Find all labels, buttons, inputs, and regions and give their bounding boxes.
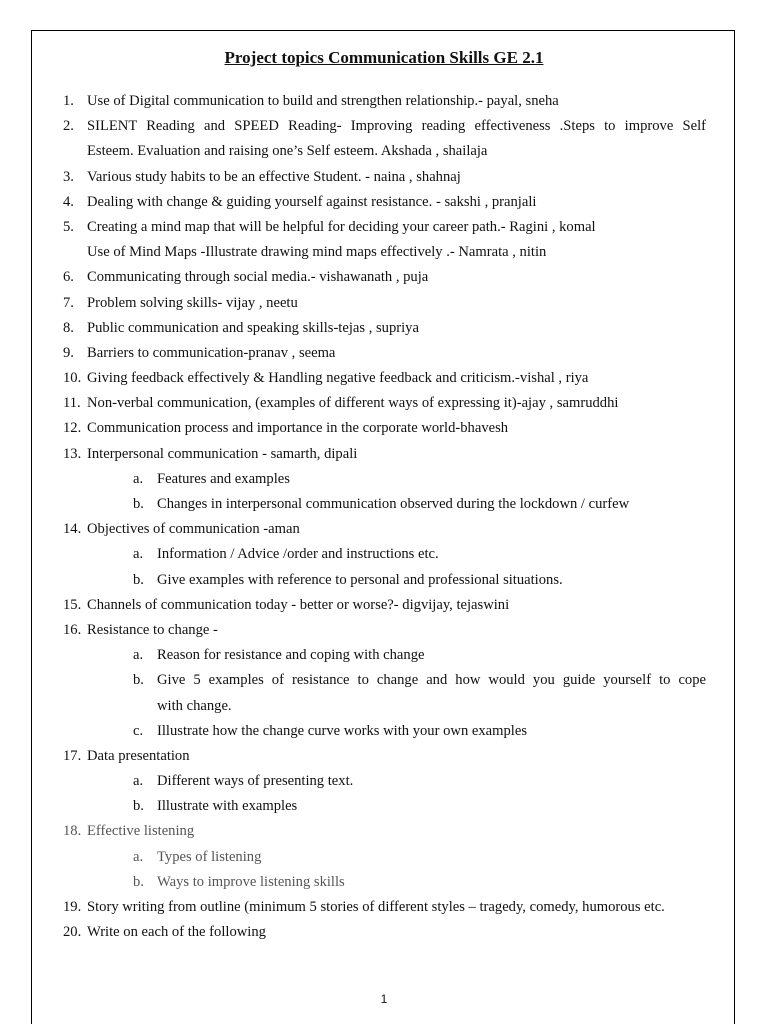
topic-item-6 (0, 265, 768, 290)
item-number: 4. (63, 193, 74, 210)
item-number: 13. (63, 445, 82, 462)
subitem-text: Features and examples (157, 470, 290, 487)
subitem-text: Illustrate how the change curve works with your own examples (157, 722, 528, 739)
topic-16-subitem-b (0, 668, 768, 693)
item-number: 14. (63, 521, 82, 538)
topic-item-16 (0, 618, 768, 643)
subitem-text: Ways to improve listening skills (157, 873, 345, 890)
item-text: Non-verbal communication, (examples of different ways of expressing it)-ajay , samruddhi (87, 395, 619, 412)
item-text: Data presentation (87, 747, 190, 764)
topic-13-subitem-a (0, 467, 768, 492)
item-text: Various study habits to be an effective Student. - naina , shahnaj (87, 168, 461, 185)
subitem-text: Reason for resistance and coping with change (157, 647, 425, 664)
item-number: 16. (63, 621, 82, 638)
item-text: Interpersonal communication - samarth, dipali (87, 445, 358, 462)
topic-item-9 (0, 341, 768, 366)
topic-item-18 (0, 819, 768, 844)
topic-item-17 (0, 744, 768, 769)
item-number: 8. (63, 319, 74, 336)
subitem-letter: a. (133, 546, 144, 563)
item-text: Communication process and importance in the corporate world-bhavesh (87, 420, 509, 437)
item-number: 20. (63, 924, 82, 941)
item-text: Barriers to communication-pranav , seema (87, 344, 336, 361)
item-text: Write on each of the following (87, 924, 266, 941)
topic-18-subitem-a (0, 845, 768, 870)
subitem-text: Types of listening (157, 848, 262, 865)
topic-list (0, 89, 768, 945)
subitem-text: Give examples with reference to personal and professional situations. (157, 571, 563, 588)
subitem-letter: b. (133, 496, 144, 512)
topic-item-13 (0, 442, 768, 467)
topic-16-subitem-c (0, 719, 768, 744)
item-number: 15. (63, 596, 82, 613)
item-number: 12. (63, 420, 82, 437)
item-text: Giving feedback effectively & Handling negative feedback and criticism.-vishal , riya (87, 370, 589, 387)
topic-item-1 (0, 89, 768, 114)
topic-item-20 (0, 920, 768, 945)
item-text: Public communication and speaking skills-tejas , supriya (87, 319, 419, 336)
topic-item-5-continuation (0, 240, 768, 265)
item-text: Problem solving skills- vijay , neetu (87, 294, 298, 311)
topic-18-subitem-b (0, 870, 768, 895)
topic-item-10 (0, 366, 768, 391)
subitem-text: Illustrate with examples (157, 798, 298, 815)
subitem-letter: b. (133, 571, 144, 588)
item-number: 7. (63, 294, 74, 311)
item-number: 17. (63, 747, 82, 764)
item-number: 6. (63, 269, 74, 286)
item-number: 19. (63, 899, 82, 915)
subitem-letter: a. (133, 848, 144, 865)
subitem-text: Changes in interpersonal communication observed during the lockdown / curfew (157, 496, 630, 512)
topic-item-8 (0, 316, 768, 341)
item-number: 11. (63, 395, 81, 412)
topic-item-3 (0, 165, 768, 190)
subitem-letter: b. (133, 798, 144, 815)
page-number: 1 (380, 992, 388, 1006)
subitem-letter: a. (133, 773, 144, 790)
topic-item-4 (0, 190, 768, 215)
subitem-text: Different ways of presenting text. (157, 773, 354, 790)
item-text: Communicating through social media.- vishawanath , puja (87, 269, 429, 286)
subitem-text: with change. (157, 697, 232, 714)
item-number: 5. (63, 218, 74, 235)
subitem-letter: a. (133, 470, 144, 487)
subitem-text: Give 5 examples of resistance to change and how would you guide yourself to cope (157, 672, 706, 689)
topic-item-2-continuation (0, 139, 768, 164)
item-text: Esteem. Evaluation and raising one’s Self esteem. Akshada , shailaja (87, 143, 488, 160)
subitem-text: Information / Advice /order and instructions etc. (157, 546, 439, 563)
item-text: SILENT Reading and SPEED Reading- Improving reading effectiveness .Steps to improve Self (87, 118, 706, 135)
topic-16-subitem-b-continuation (0, 694, 768, 719)
topic-item-14 (0, 517, 768, 542)
item-number: 10. (63, 370, 82, 387)
item-text: Use of Mind Maps -Illustrate drawing mind maps effectively .- Namrata , nitin (87, 244, 547, 261)
item-text: Effective listening (87, 823, 195, 840)
topic-item-7 (0, 291, 768, 316)
topic-17-subitem-a (0, 769, 768, 794)
topic-item-11 (0, 391, 768, 416)
subitem-letter: b. (133, 672, 144, 689)
item-text: Resistance to change - (87, 621, 218, 638)
topic-item-2 (0, 114, 768, 139)
item-text: Objectives of communication -aman (87, 521, 300, 538)
topic-14-subitem-b (0, 568, 768, 593)
document-title: Project topics Communication Skills GE 2.1 (224, 48, 544, 67)
item-number: 18. (63, 823, 82, 840)
item-number: 9. (63, 344, 74, 361)
topic-item-5 (0, 215, 768, 240)
item-number: 3. (63, 168, 74, 185)
topic-16-subitem-a (0, 643, 768, 668)
topic-item-19 (0, 895, 768, 920)
subitem-letter: a. (133, 647, 144, 664)
topic-17-subitem-b (0, 794, 768, 819)
item-number: 2. (63, 118, 74, 135)
topic-13-subitem-b (0, 492, 768, 517)
subitem-letter: c. (133, 722, 144, 739)
item-text: Channels of communication today - better or worse?- digvijay, tejaswini (87, 596, 510, 613)
item-text: Use of Digital communication to build and strengthen relationship.- payal, sneha (87, 93, 559, 109)
item-text: Dealing with change & guiding yourself against resistance. - sakshi , pranjali (87, 193, 537, 210)
topic-item-15 (0, 593, 768, 618)
topic-14-subitem-a (0, 542, 768, 567)
item-text: Story writing from outline (minimum 5 stories of different styles – tragedy, comedy, humorous etc. (87, 899, 665, 915)
topic-item-12 (0, 416, 768, 441)
item-text: Creating a mind map that will be helpful for deciding your career path.- Ragini , komal (87, 218, 596, 235)
subitem-letter: b. (133, 873, 144, 890)
item-number: 1. (63, 93, 74, 109)
